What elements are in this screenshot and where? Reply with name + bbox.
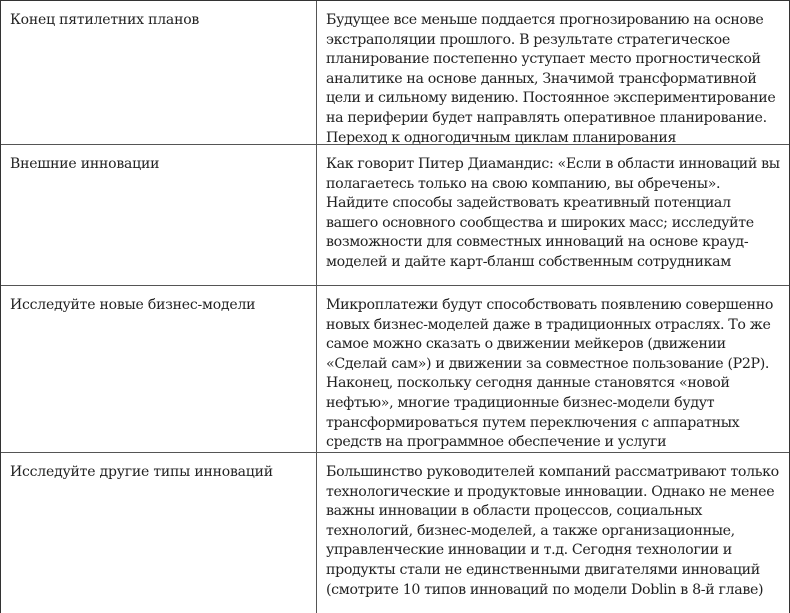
description-cell: Большинство руководителей компаний рассматривают только технологические и продуктовые инновации. Однако не менее важны инновации в области процессов, социальных технологий, бизнес-моделей, а также организационные, управленческие инновации и т.д. Сегодня технологии и продукты стали не единственными двигателями инноваций (смотрите 10 типов инноваций по модели Doblin в 8-й главе) (326, 464, 779, 598)
table-row (1, 145, 789, 286)
topic-cell: Исследуйте новые бизнес-модели (1, 286, 317, 452)
description-cell: Как говорит Питер Диамандис: «Если в области инноваций вы полагаетесь только на свою компанию, вы обречены». Найдите способы задействовать креативный потенциал вашего основного сообщества и широких масс; исследуйте возможности для совместных инноваций на основе крауд-моделей и дайте карт-бланш собственным сотрудникам (326, 156, 780, 270)
topic-cell: Конец пятилетних планов (1, 1, 317, 144)
table-row (1, 453, 789, 613)
table-row (1, 1, 789, 145)
description-cell: Микроплатежи будут способствовать появлению совершенно новых бизнес-моделей даже в традиционных отраслях. То же самое можно сказать о движении мейкеров (движении «Сделай сам») и движении за совместное пользование (P2P). Наконец, поскольку сегодня данные становятся «новой нефтью», многие традиционные бизнес-модели будут трансформироваться путем переключения с аппаратных средств на программное обеспечение и услуги (326, 297, 774, 451)
topic-cell: Исследуйте другие типы инноваций (1, 453, 317, 613)
description-cell: Будущее все меньше поддается прогнозированию на основе экстраполяции прошлого. В результате стратегическое планирование постепенно уступает место прогностической аналитике на основе данных, Значимой трансформативной цели и сильному видению. Постоянное экспериментирование на периферии будет направлять оперативное планирование. Переход к одногодичным циклам планирования (326, 12, 776, 146)
table-row (1, 286, 789, 453)
topic-cell: Внешние инновации (1, 145, 317, 285)
